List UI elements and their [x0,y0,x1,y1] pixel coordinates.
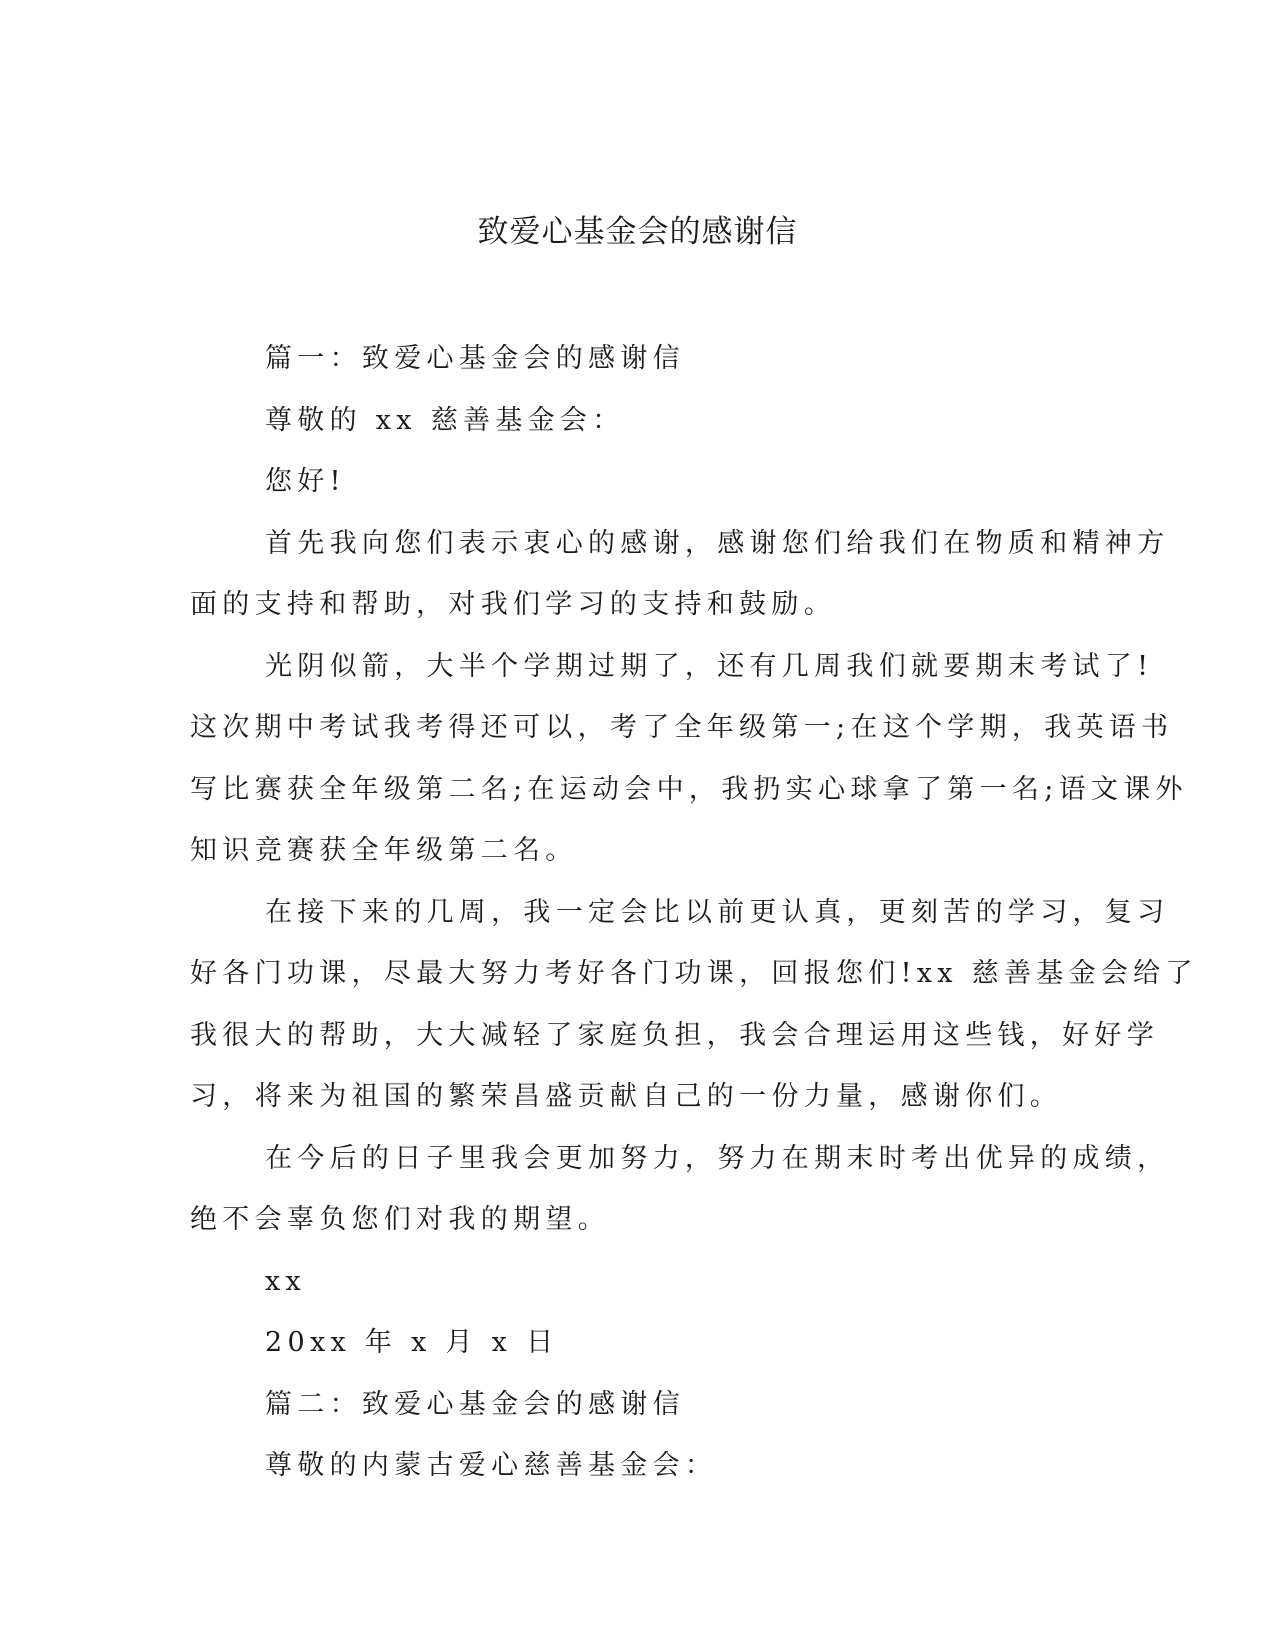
paragraph-line: 这次期中考试我考得还可以，考了全年级第一;在这个学期，我英语书 [190,712,1174,743]
paragraph-line: 写比赛获全年级第二名;在运动会中，我扔实心球拿了第一名;语文课外 [190,773,1188,805]
document-body [190,328,1198,1497]
section-heading-one: 篇一：致爱心基金会的感谢信 [265,343,685,374]
document-title: 致爱心基金会的感谢信 [477,214,798,250]
section-heading-two: 篇二：致爱心基金会的感谢信 [265,1388,685,1420]
salutation: 尊敬的 xx 慈善基金会： [265,404,625,436]
salutation: 尊敬的内蒙古爱心慈善基金会： [265,1450,718,1481]
paragraph-line: 首先我向您们表示衷心的感谢，感谢您们给我们在物质和精神方 [265,527,1170,559]
paragraph-line: 光阴似箭，大半个学期过期了，还有几周我们就要期末考试了! [265,650,1154,682]
greeting: 您好! [265,466,346,497]
paragraph-line: 习，将来为祖国的繁荣昌盛贡献自己的一份力量，感谢你们。 [190,1081,1063,1112]
paragraph-line: 在接下来的几周，我一定会比以前更认真，更刻苦的学习，复习 [265,896,1170,928]
paragraph-line: 在今后的日子里我会更加努力，努力在期末时考出优异的成绩， [265,1142,1170,1174]
signature-date: 20xx 年 x 月 x 日 [265,1327,559,1358]
paragraph-line: 我很大的帮助，大大减轻了家庭负担，我会合理运用这些钱，好好学 [190,1019,1159,1051]
paragraph-line: 知识竞赛获全年级第二名。 [190,835,578,866]
paragraph-line: 绝不会辜负您们对我的期望。 [190,1204,610,1235]
signature-name: xx [265,1265,307,1297]
paragraph-line: 面的支持和帮助，对我们学习的支持和鼓励。 [190,589,836,620]
paragraph-line: 好各门功课，尽最大努力考好各门功课，回报您们!xx 慈善基金会给了 [190,958,1198,989]
